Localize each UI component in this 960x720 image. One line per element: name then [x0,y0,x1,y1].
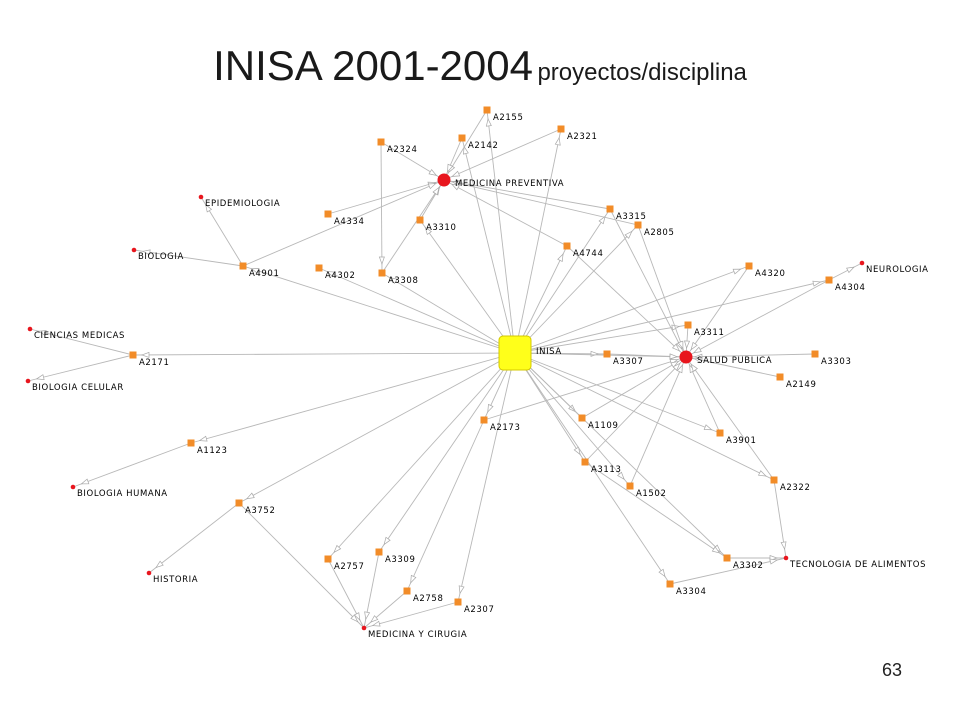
edge-inisa-a1123 [191,353,515,443]
node-label-medicina-cirugia: MEDICINA Y CIRUGIA [368,630,468,640]
edge-inisa-a3315 [515,209,610,353]
node-a3304 [667,581,674,588]
node-a3303 [812,351,819,358]
edge-a3304-tecnologia_alimentos [670,558,786,584]
edge-inisa-a3310 [420,220,515,353]
title-subtitle: proyectos/disciplina [537,59,747,86]
edge-arrowhead [759,471,766,476]
node-label-a3901: A3901 [726,436,757,446]
node-a4901 [240,263,247,270]
edge-arrowhead [670,354,677,359]
node-neurologia [860,261,865,266]
node-label-a4901: A4901 [249,269,280,279]
node-label-a2322: A2322 [780,483,811,493]
node-historia [147,571,152,576]
node-label-a3309: A3309 [385,555,416,565]
edge-arrowhead [558,254,563,261]
node-label-a3308: A3308 [388,276,419,286]
node-a1502 [627,483,634,490]
node-a2173 [481,417,488,424]
edge-inisa-a2757 [328,353,515,559]
node-a2149 [777,374,784,381]
node-label-a2155: A2155 [493,113,524,123]
node-medicina-preventiva [438,174,451,187]
edge-layer [28,110,862,628]
node-label-biologia-celular: BIOLOGIA CELULAR [32,383,124,393]
node-label-a1502: A1502 [636,489,667,499]
node-label-a4302: A4302 [325,271,356,281]
node-a3113 [582,459,589,466]
node-a3308 [379,270,386,277]
edge-arrowhead [156,561,163,567]
node-label-epidemiologia: EPIDEMIOLOGIA [205,199,281,209]
node-ciencias-medicas [28,327,33,332]
edge-inisa-a2142 [462,138,515,353]
edge-inisa-a3302 [515,353,727,558]
node-label-a2758: A2758 [413,594,444,604]
node-label-a3311: A3311 [694,328,725,338]
node-a3901 [717,430,724,437]
edge-arrowhead [379,257,384,264]
edge-arrowhead [847,267,854,272]
edge-a1502-salud_publica [630,357,686,486]
edge-arrowhead [452,171,459,176]
edge-arrowhead [691,342,697,349]
node-a1109 [579,415,586,422]
edge-arrowhead [659,569,665,576]
edge-a1123-biologia_humana [73,443,191,487]
node-label-biologia: BIOLOGIA [138,252,184,262]
edge-a2322-salud_publica [686,357,774,480]
edge-arrowhead [411,575,416,582]
node-label-tecnologia-alimentos: TECNOLOGIA DE ALIMENTOS [790,560,927,570]
title-main: INISA 2001-2004 [213,42,533,89]
edge-arrowhead [428,184,435,189]
node-label-a3315: A3315 [616,212,647,222]
node-label-a3303: A3303 [821,357,852,367]
node-label-inisa: INISA [536,347,562,357]
node-label-ciencias-medicas: CIENCIAS MEDICAS [34,331,126,341]
edge-arrowhead [591,351,598,356]
edge-arrowhead [37,375,44,380]
node-label-a2171: A2171 [139,358,170,368]
node-label-a4320: A4320 [755,269,786,279]
node-biologia-humana [71,485,76,490]
edge-a3113-a3302 [585,462,727,558]
node-a3315 [607,206,614,213]
node-epidemiologia [199,195,204,200]
node-label-a2307: A2307 [464,605,495,615]
edge-arrowhead [555,138,560,145]
node-a2321 [558,126,565,133]
node-label-a2324: A2324 [387,145,418,155]
node-label-a2757: A2757 [334,562,365,572]
node-a2307 [455,599,462,606]
node-medicina-cirugia [362,626,367,631]
node-label-a2149: A2149 [786,380,817,390]
node-label-medicina-preventiva: MEDICINA PREVENTIVA [455,179,565,189]
node-label-a2142: A2142 [468,141,499,151]
node-label-a1123: A1123 [197,446,228,456]
node-a2805 [635,222,642,229]
edge-arrowhead [429,170,436,176]
edge-inisa-a2805 [515,225,638,353]
edge-inisa-a2322 [515,353,774,480]
node-label-a3752: A3752 [245,506,276,516]
edge-a3752-historia [149,503,239,573]
edge-inisa-a2171 [133,353,515,355]
node-a3752 [236,500,243,507]
node-a2324 [378,139,385,146]
node-salud-publica [680,351,693,364]
edge-arrowhead [200,436,207,441]
node-label-a3310: A3310 [426,223,457,233]
node-label-a4304: A4304 [835,283,866,293]
node-a2171 [130,352,137,359]
edge-arrowhead [247,493,254,499]
edge-arrowhead [694,347,701,353]
edge-inisa-a2321 [515,129,561,353]
edge-arrowhead [781,542,786,549]
node-a2757 [325,556,332,563]
node-label-biologia-humana: BIOLOGIA HUMANA [77,489,168,499]
node-a1123 [188,440,195,447]
node-tecnologia-alimentos [784,556,789,561]
node-a2758 [404,588,411,595]
edge-inisa-a3309 [379,353,515,552]
edge-arrowhead [733,269,740,274]
edge-inisa-a2307 [458,353,515,602]
edge-inisa-a4901 [243,266,515,353]
node-a4302 [316,265,323,272]
node-inisa [499,336,531,370]
edge-inisa-a4320 [515,266,749,353]
node-biologia [132,248,137,253]
node-label-a4334: A4334 [334,217,365,227]
node-label-salud-publica: SALUD PUBLICA [697,356,773,366]
node-a2155 [484,107,491,114]
edge-arrowhead [81,479,88,484]
edge-arrowhead [488,404,493,411]
edge-arrowhead [486,119,491,126]
node-a3302 [724,555,731,562]
node-label-a2173: A2173 [490,423,521,433]
node-a3307 [604,351,611,358]
node-a4744 [564,243,571,250]
edge-arrowhead [384,537,390,544]
edge-a4304-neurologia [829,263,862,280]
edge-arrowhead [704,425,711,430]
edge-arrowhead [770,559,777,564]
node-label-a2321: A2321 [567,132,598,142]
node-biologia-celular [26,379,31,384]
edge-a2173-a2758 [407,420,484,591]
edge-arrowhead [373,621,380,626]
node-a2322 [771,477,778,484]
edge-a2324-a3308 [381,142,382,273]
node-label-a1109: A1109 [588,421,619,431]
node-a3310 [417,217,424,224]
node-label-a4744: A4744 [573,249,604,259]
edge-a4304-salud_publica [686,280,829,357]
edge-a4744-salud_publica [567,246,686,357]
node-label-a3307: A3307 [613,357,644,367]
edge-a2805-salud_publica [638,225,686,357]
node-a3311 [685,322,692,329]
node-a4320 [746,263,753,270]
node-label-a3304: A3304 [676,587,707,597]
edge-inisa-a4304 [515,280,829,353]
node-label-historia: HISTORIA [153,575,199,585]
node-a2142 [459,135,466,142]
node-label-neurologia: NEUROLOGIA [866,265,929,275]
edge-inisa-a3752 [239,353,515,503]
node-label-a3113: A3113 [591,465,622,475]
edge-arrowhead [685,341,690,348]
node-label-a3302: A3302 [733,561,764,571]
node-a4304 [826,277,833,284]
edge-arrowhead [459,586,464,593]
node-label-a2805: A2805 [644,228,675,238]
node-a4334 [325,211,332,218]
node-a3309 [376,549,383,556]
edge-arrowhead [365,612,370,619]
edge-arrowhead [142,352,149,357]
page-number: 63 [881,660,902,680]
